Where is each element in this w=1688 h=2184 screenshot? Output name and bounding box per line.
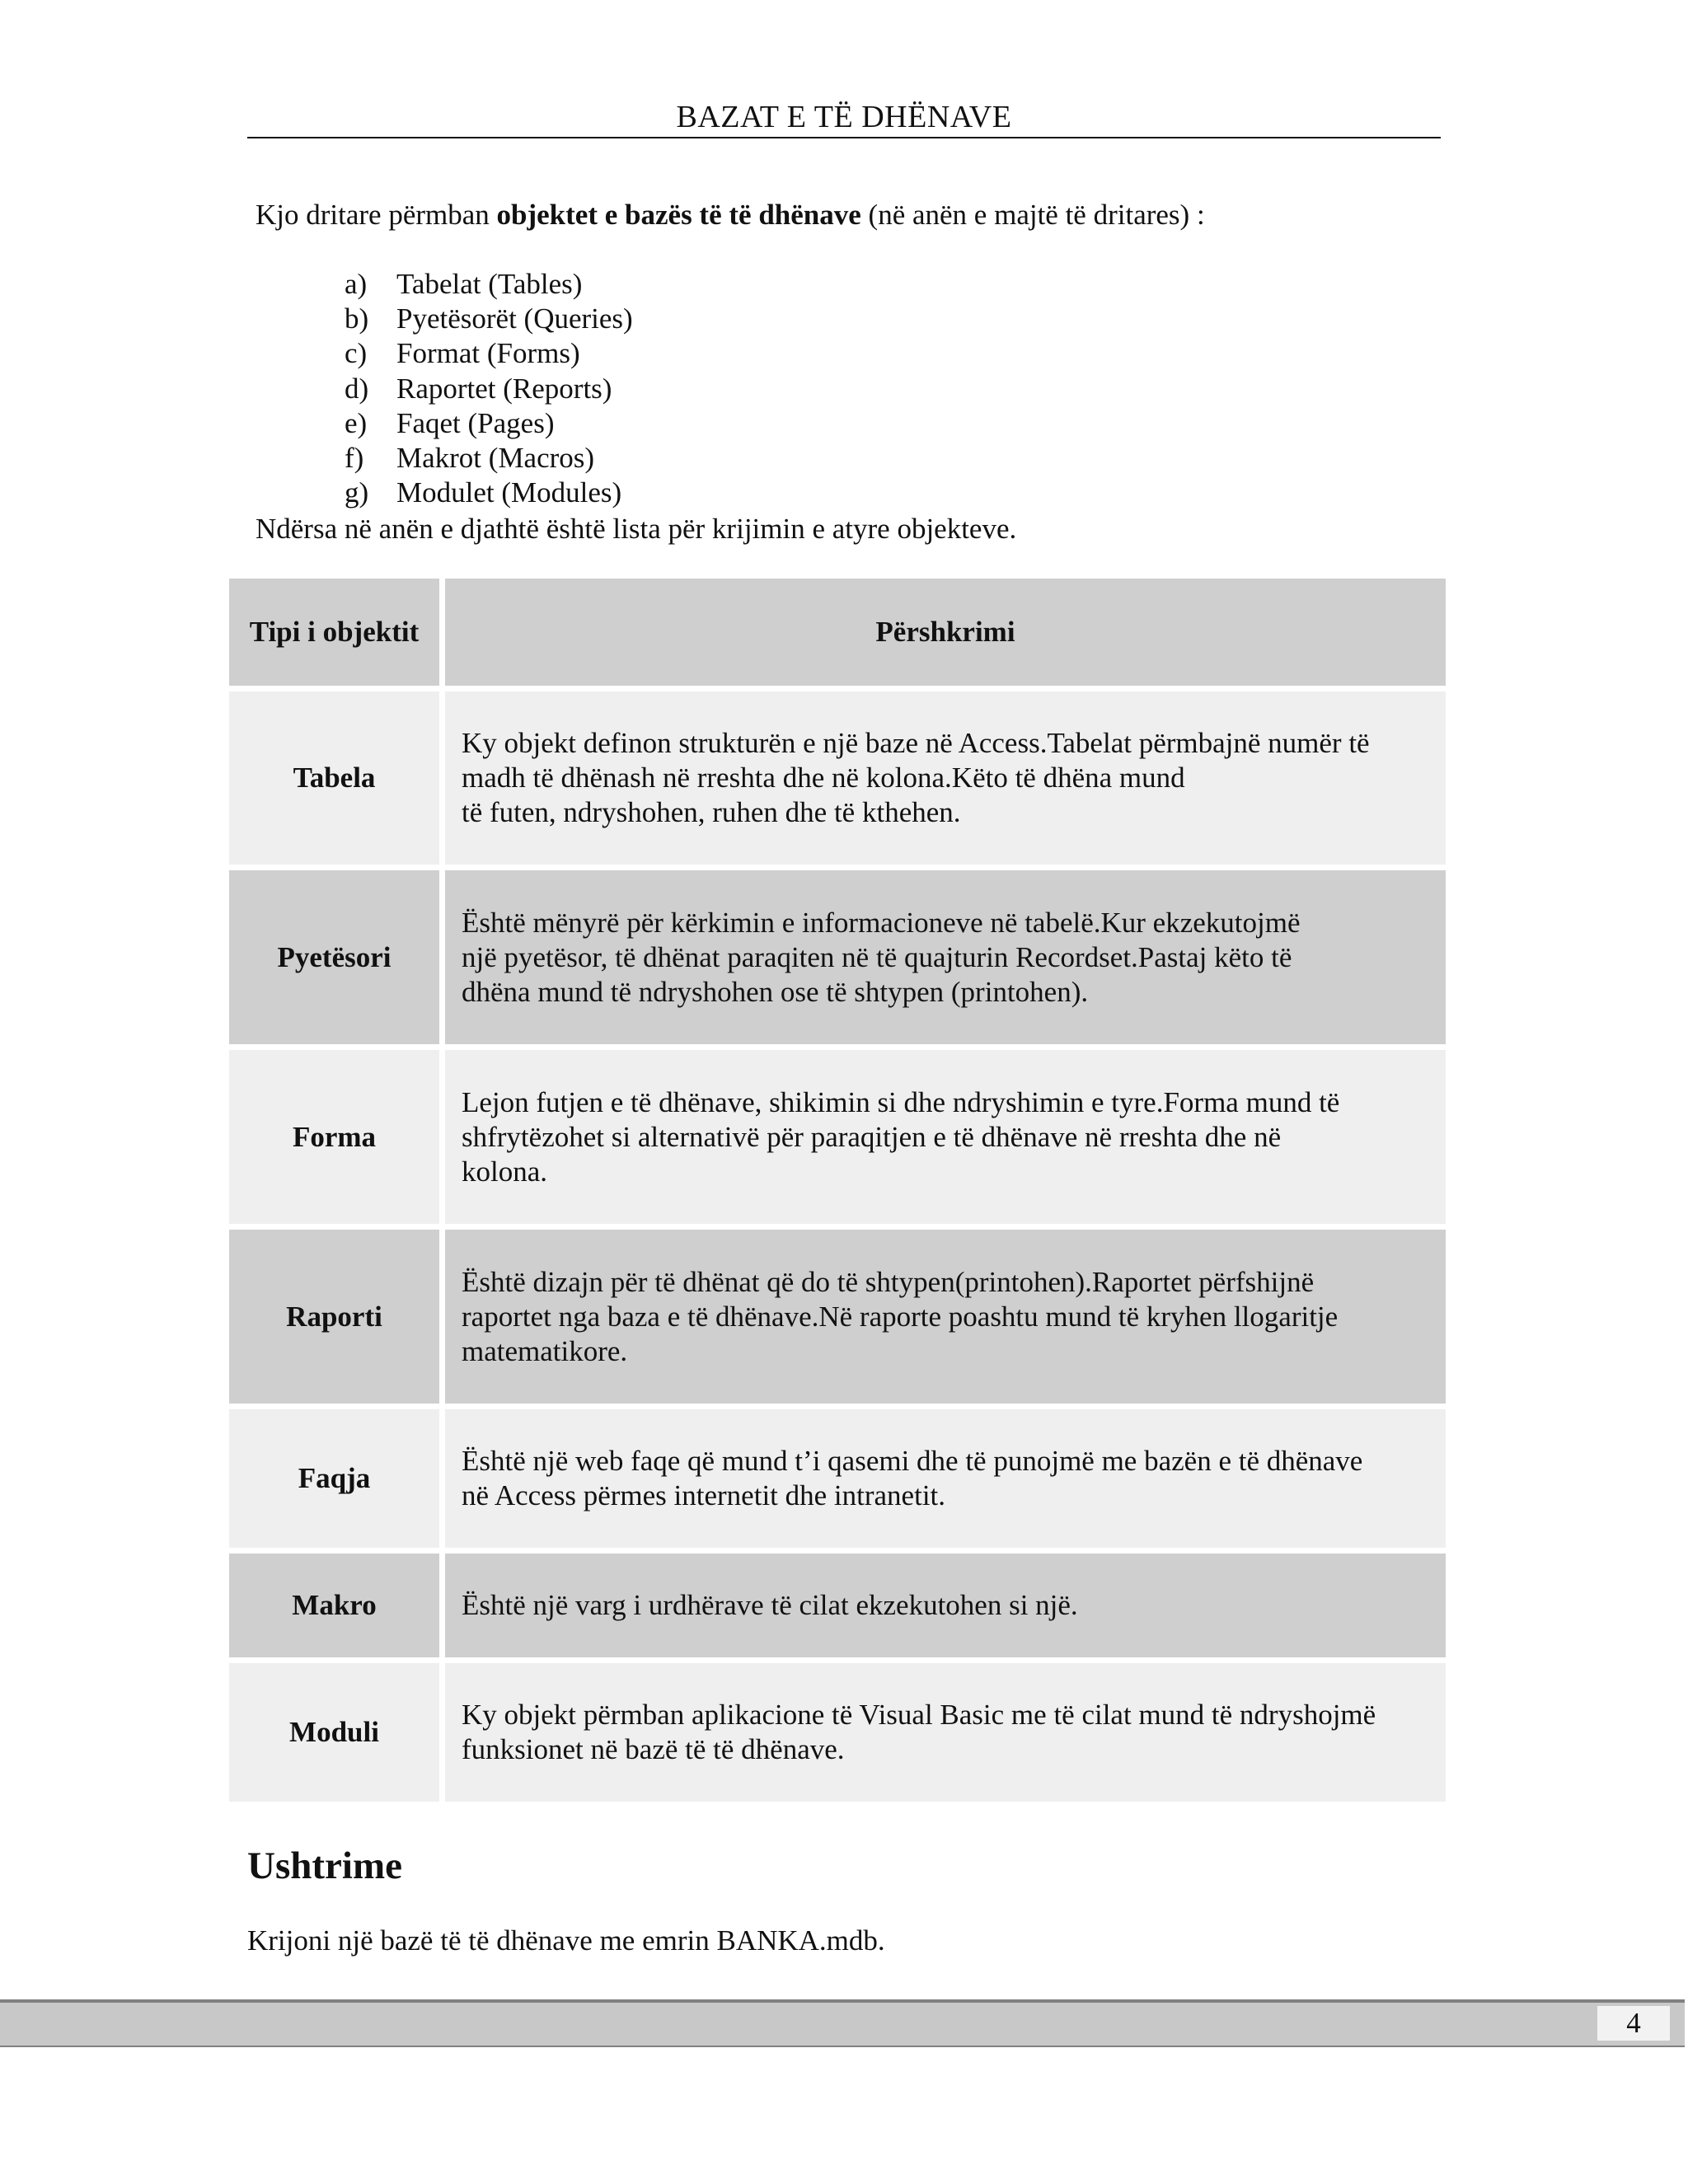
- table-row: [229, 1663, 1446, 1802]
- row-type: Moduli: [229, 1663, 439, 1802]
- description-line: Është dizajn për të dhënat që do të shtypen(printohen).Raportet përfshijnë: [462, 1265, 1315, 1298]
- objects-list: [345, 267, 633, 510]
- list-item-text: Format (Forms): [396, 337, 580, 370]
- row-description: [445, 1230, 1446, 1404]
- after-list-paragraph: Ndërsa në anën e djathtë është lista për krijimin e atyre objekteve.: [256, 513, 1017, 545]
- list-item: [345, 302, 633, 336]
- list-marker: d): [345, 372, 369, 405]
- description-line: Është mënyrë për kërkimin e informacioneve në tabelë.Kur ekzekutojmë: [462, 906, 1301, 939]
- table-row: [229, 1554, 1446, 1657]
- list-marker: c): [345, 337, 368, 370]
- description-line: në Access përmes internetit dhe intranetit.: [462, 1479, 946, 1511]
- row-type: Makro: [229, 1554, 439, 1657]
- row-type: Raporti: [229, 1230, 439, 1404]
- list-item: [345, 476, 633, 510]
- list-item: [345, 406, 633, 441]
- row-description: [445, 1409, 1446, 1548]
- row-type: Faqja: [229, 1409, 439, 1548]
- description-line: Ky objekt definon strukturën e një baze në Access.Tabelat përmbajnë numër të: [462, 727, 1370, 759]
- description-line: shfrytëzohet si alternativë për paraqitjen e të dhënave në rreshta dhe në: [462, 1120, 1282, 1153]
- list-item-text: Raportet (Reports): [396, 372, 612, 405]
- list-marker: f): [345, 442, 364, 475]
- row-description: [445, 870, 1446, 1044]
- description-line: raportet nga baza e të dhënave.Në raporte poashtu mund të kryhen llogaritje: [462, 1300, 1339, 1333]
- row-type: Tabela: [229, 691, 439, 865]
- page-header-title: BAZAT E TË DHËNAVE: [676, 100, 1012, 134]
- object-types-table: [223, 573, 1451, 1807]
- footer-bar: [0, 1999, 1685, 2047]
- list-item-text: Modulet (Modules): [396, 476, 622, 509]
- intro-paragraph: [256, 196, 1205, 234]
- list-marker: b): [345, 302, 369, 335]
- header-type: Tipi i objektit: [229, 579, 439, 686]
- list-item: [345, 441, 633, 476]
- description-line: një pyetësor, të dhënat paraqiten në të quajturin Recordset.Pastaj këto të: [462, 940, 1292, 973]
- description-line: të futen, ndryshohen, ruhen dhe të kthehen.: [462, 796, 961, 828]
- table-row: [229, 1409, 1446, 1548]
- list-item: [345, 372, 633, 406]
- list-marker: a): [345, 268, 368, 300]
- header-description: Përshkrimi: [445, 579, 1446, 686]
- table-row: [229, 1230, 1446, 1404]
- list-item: [345, 267, 633, 302]
- row-description: [445, 1050, 1446, 1224]
- page-header: [247, 97, 1441, 138]
- description-line: matematikore.: [462, 1334, 628, 1367]
- row-description: [445, 691, 1446, 865]
- row-description: [445, 1663, 1446, 1802]
- description-line: Është një varg i urdhërave të cilat ekzekutohen si një.: [462, 1589, 1078, 1621]
- description-line: madh të dhënash në rreshta dhe në kolona.Këto të dhëna mund: [462, 762, 1185, 794]
- description-line: kolona.: [462, 1155, 548, 1188]
- description-line: dhëna mund të ndryshohen ose të shtypen (printohen).: [462, 975, 1089, 1008]
- intro-text-bold: objektet e bazës të të dhënave: [496, 199, 861, 231]
- intro-text-after: (në anën e majtë të dritares) :: [860, 199, 1205, 231]
- exercises-title: Ushtrime: [247, 1844, 402, 1887]
- list-item-text: Faqet (Pages): [396, 406, 555, 439]
- table-row: [229, 1050, 1446, 1224]
- description-line: Është një web faqe që mund t’i qasemi dhe të punojmë me bazën e të dhënave: [462, 1445, 1363, 1477]
- table-header-row: [229, 579, 1446, 686]
- list-item-text: Makrot (Macros): [396, 442, 595, 475]
- description-line: Ky objekt përmban aplikacione të Visual Basic me të cilat mund të ndryshojmë: [462, 1699, 1376, 1731]
- list-item-text: Pyetësorët (Queries): [396, 302, 633, 335]
- list-item: [345, 336, 633, 371]
- page-number: 4: [1597, 2006, 1670, 2041]
- row-description: [445, 1554, 1446, 1657]
- list-marker: g): [345, 476, 369, 509]
- list-item-text: Tabelat (Tables): [396, 268, 583, 300]
- row-type: Forma: [229, 1050, 439, 1224]
- table-row: [229, 870, 1446, 1044]
- description-line: funksionet në bazë të të dhënave.: [462, 1733, 845, 1765]
- intro-text-before: Kjo dritare përmban: [256, 199, 497, 231]
- list-marker: e): [345, 406, 368, 439]
- description-line: Lejon futjen e të dhënave, shikimin si dhe ndryshimin e tyre.Forma mund të: [462, 1085, 1340, 1118]
- row-type: Pyetësori: [229, 870, 439, 1044]
- exercise-text: Krijoni një bazë të të dhënave me emrin BANKA.mdb.: [247, 1924, 885, 1957]
- table-row: [229, 691, 1446, 865]
